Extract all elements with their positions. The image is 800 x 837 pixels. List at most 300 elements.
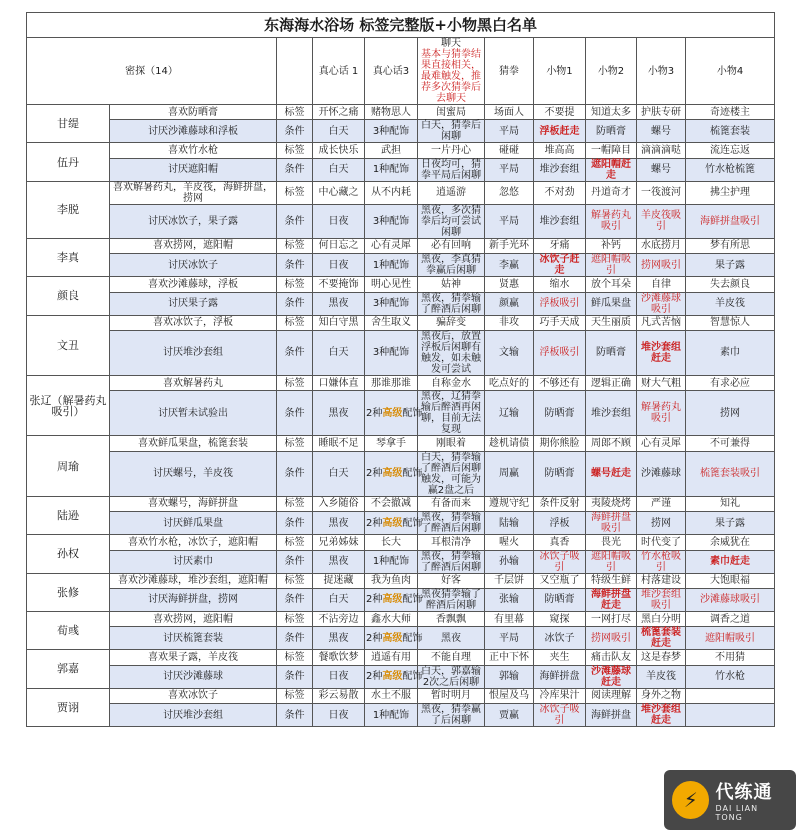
preference-cell: 喜欢竹水枪: [110, 143, 277, 158]
item2-cell: 海鲜拼盘: [586, 704, 637, 727]
likes-row: [27, 496, 775, 511]
item1-cell: 堆沙套组: [534, 204, 586, 238]
item1-cell: 冷库果汁: [534, 688, 586, 703]
truth1-cell: 日夜: [313, 254, 365, 277]
preference-cell: 喜欢冰饮子，浮板: [110, 315, 277, 330]
guess-cell: 孙输: [485, 550, 534, 573]
header-item-1: 小物1: [534, 38, 586, 105]
truth3-cell: 1种配饰: [365, 550, 418, 573]
advanced-highlight: 高级: [382, 407, 403, 419]
truth3-cell: 2种高级配饰: [365, 665, 418, 688]
preference-cell: 讨厌冰饮子: [110, 254, 277, 277]
preference-cell: 喜欢冰饮子: [110, 688, 277, 703]
item2-cell: 鲜瓜果盘: [586, 292, 637, 315]
preference-cell: 喜欢鲜瓜果盘，梳篦套装: [110, 436, 277, 451]
item3-cell: 螺号: [637, 158, 686, 181]
truth1-cell: 白天: [313, 330, 365, 375]
header-item-2: 小物2: [586, 38, 637, 105]
truth3-cell: 我为鱼肉: [365, 573, 418, 588]
item3-cell: 这是春梦: [637, 650, 686, 665]
item2-cell: 特级生鲜: [586, 573, 637, 588]
advanced-highlight: 高级: [382, 517, 403, 529]
guess-cell: 周赢: [485, 451, 534, 496]
truth1-cell: 日夜: [313, 665, 365, 688]
truth3-cell: 赌物思人: [365, 105, 418, 120]
guess-cell: 李赢: [485, 254, 534, 277]
type-cell: 标签: [277, 105, 313, 120]
type-cell: 标签: [277, 143, 313, 158]
likes-row: [27, 277, 775, 292]
chat-cell: 刚眼着: [418, 436, 485, 451]
item1-cell: 海鲜拼盘: [534, 665, 586, 688]
chat-cell: 必有回响: [418, 238, 485, 253]
advanced-highlight: 高级: [382, 594, 403, 606]
truth3-cell: 1种配饰: [365, 254, 418, 277]
chat-cell: 黑夜，多次猜拳后均可尝试闲聊: [418, 204, 485, 238]
chat-cell: 一片丹心: [418, 143, 485, 158]
item1-cell: 冰饮子: [534, 627, 586, 650]
spy-name: 孙权: [27, 535, 110, 573]
chat-cell: 香飘飘: [418, 611, 485, 626]
item4-cell: 竹水枪梳篦: [686, 158, 775, 181]
truth1-cell: 黑夜: [313, 391, 365, 436]
guess-cell: 有里幕: [485, 611, 534, 626]
item4-cell: [686, 688, 775, 703]
dislikes-row: [27, 204, 775, 238]
item4-cell: 大饱眼福: [686, 573, 775, 588]
item2-cell: 一帽障目: [586, 143, 637, 158]
truth1-cell: 黑夜: [313, 627, 365, 650]
truth3-cell: 2种高级配饰: [365, 588, 418, 611]
truth3-cell: 3种配饰: [365, 120, 418, 143]
item3-cell: 堆沙套组赶走: [637, 704, 686, 727]
item3-cell: 凡式苦恼: [637, 315, 686, 330]
advanced-highlight: 高级: [382, 468, 403, 480]
preference-cell: 喜欢解暑药丸: [110, 375, 277, 390]
preference-cell: 喜欢果子露，羊皮筏: [110, 650, 277, 665]
chat-cell: 黑夜猜拳输了醉酒后闲聊: [418, 588, 485, 611]
truth3-cell: 2种高级配饰: [365, 391, 418, 436]
type-cell: 条件: [277, 330, 313, 375]
item1-cell: 夹生: [534, 650, 586, 665]
chat-cell: 姑神: [418, 277, 485, 292]
item4-cell: 失去颜良: [686, 277, 775, 292]
item1-cell: 不够还有: [534, 375, 586, 390]
chat-cell: 日夜均可，猜拳平局后闲聊: [418, 158, 485, 181]
chat-cell: 逍遥游: [418, 181, 485, 204]
sheet-title: 东海海水浴场 标签完整版+小物黑白名单: [27, 13, 775, 38]
dislikes-row: [27, 665, 775, 688]
preference-cell: 讨厌沙滩藤球: [110, 665, 277, 688]
item1-cell: 不要提: [534, 105, 586, 120]
item4-cell: 不用猜: [686, 650, 775, 665]
dislikes-row: [27, 512, 775, 535]
guess-cell: 恨屋及乌: [485, 688, 534, 703]
spy-name: 颜良: [27, 277, 110, 315]
guess-cell: 平局: [485, 204, 534, 238]
type-cell: 标签: [277, 688, 313, 703]
dislikes-row: [27, 391, 775, 436]
preference-cell: 讨厌暂未试验出: [110, 391, 277, 436]
item1-cell: 窥探: [534, 611, 586, 626]
truth1-cell: 黑夜: [313, 550, 365, 573]
header-chat: [418, 38, 485, 105]
truth1-cell: 日夜: [313, 704, 365, 727]
item3-cell: 捞网: [637, 512, 686, 535]
item1-cell: 防晒膏: [534, 451, 586, 496]
header-chat-note: 基本与猜拳结果直接相关，最难触发，推荐多次猜拳后去聊天: [421, 49, 481, 104]
truth3-cell: 长大: [365, 535, 418, 550]
truth3-cell: 3种配饰: [365, 330, 418, 375]
truth1-cell: 成长快乐: [313, 143, 365, 158]
item4-cell: 羊皮筏: [686, 292, 775, 315]
guess-cell: 碰碰: [485, 143, 534, 158]
truth3-cell: 不会撤减: [365, 496, 418, 511]
preference-cell: 讨厌堆沙套组: [110, 330, 277, 375]
item1-cell: 堆高高: [534, 143, 586, 158]
guess-cell: 平局: [485, 627, 534, 650]
item3-cell: 财大气粗: [637, 375, 686, 390]
guess-cell: 平局: [485, 158, 534, 181]
preference-cell: 讨厌螺号，羊皮筏: [110, 451, 277, 496]
truth1-cell: 黑夜: [313, 292, 365, 315]
item1-cell: 防晒膏: [534, 588, 586, 611]
truth3-cell: 明心见性: [365, 277, 418, 292]
chat-cell: 有备而来: [418, 496, 485, 511]
dislikes-row: [27, 588, 775, 611]
item3-cell: 自律: [637, 277, 686, 292]
dislikes-row: [27, 330, 775, 375]
item3-cell: 羊皮筏: [637, 665, 686, 688]
guess-cell: 贤惠: [485, 277, 534, 292]
item3-cell: 村落建设: [637, 573, 686, 588]
item3-cell: 水底捞月: [637, 238, 686, 253]
item2-cell: 放个耳朵: [586, 277, 637, 292]
item1-cell: 防晒膏: [534, 391, 586, 436]
preference-cell: 喜欢竹水枪，冰饮子，遮阳帽: [110, 535, 277, 550]
guess-cell: 陆输: [485, 512, 534, 535]
dislikes-row: [27, 158, 775, 181]
type-cell: 条件: [277, 588, 313, 611]
truth3-cell: 心有灵犀: [365, 238, 418, 253]
truth1-cell: 何日忘之: [313, 238, 365, 253]
advanced-highlight: 高级: [382, 671, 403, 683]
spy-name: 张辽（解暑药丸吸引）: [27, 375, 110, 435]
truth1-cell: 不沾旁边: [313, 611, 365, 626]
spy-name: 甘缇: [27, 105, 110, 143]
dislikes-row: [27, 292, 775, 315]
truth1-cell: 中心藏之: [313, 181, 365, 204]
truth1-cell: 开怀之痛: [313, 105, 365, 120]
guess-cell: 新手光环: [485, 238, 534, 253]
likes-row: [27, 181, 775, 204]
item3-cell: 堆沙套组吸引: [637, 588, 686, 611]
truth1-cell: 口嫌体直: [313, 375, 365, 390]
type-cell: 标签: [277, 238, 313, 253]
guess-cell: 趁机请债: [485, 436, 534, 451]
guess-cell: 平局: [485, 120, 534, 143]
truth3-cell: 1种配饰: [365, 704, 418, 727]
truth3-cell: 那谁那谁: [365, 375, 418, 390]
header-truth-3: 真心话3: [365, 38, 418, 105]
truth1-cell: 白天: [313, 588, 365, 611]
truth3-cell: 鑫水大师: [365, 611, 418, 626]
type-cell: 条件: [277, 627, 313, 650]
truth1-cell: 不要掩饰: [313, 277, 365, 292]
item3-cell: 严谨: [637, 496, 686, 511]
item2-cell: 补钙: [586, 238, 637, 253]
truth3-cell: 3种配饰: [365, 204, 418, 238]
guess-cell: 千层饼: [485, 573, 534, 588]
item4-cell: 果子露: [686, 254, 775, 277]
item1-cell: 条件反射: [534, 496, 586, 511]
item4-cell: 梦有所思: [686, 238, 775, 253]
item1-cell: 浮板吸引: [534, 330, 586, 375]
item4-cell: 海鲜拼盘吸引: [686, 204, 775, 238]
likes-row: [27, 315, 775, 330]
item4-cell: 素巾赶走: [686, 550, 775, 573]
truth3-cell: 从不内耗: [365, 181, 418, 204]
truth1-cell: 知白守黑: [313, 315, 365, 330]
truth3-cell: 武担: [365, 143, 418, 158]
chat-cell: 黑夜，李真猜拳赢后闲聊: [418, 254, 485, 277]
item2-cell: 畏光: [586, 535, 637, 550]
type-cell: 标签: [277, 375, 313, 390]
item3-cell: 护肤专研: [637, 105, 686, 120]
item2-cell: 痛击队友: [586, 650, 637, 665]
preference-cell: 喜欢解暑药丸，羊皮筏，海鲜拼盘，捞网: [110, 181, 277, 204]
item4-cell: 捞网: [686, 391, 775, 436]
type-cell: 条件: [277, 550, 313, 573]
item2-cell: 遮阳帽吸引: [586, 254, 637, 277]
guess-cell: 喔火: [485, 535, 534, 550]
spy-name: 周瑜: [27, 436, 110, 496]
type-cell: 标签: [277, 650, 313, 665]
item4-cell: 竹水枪: [686, 665, 775, 688]
header-item-3: 小物3: [637, 38, 686, 105]
likes-row: [27, 535, 775, 550]
item4-cell: 知礼: [686, 496, 775, 511]
chat-cell: 黑夜，辽猜拳输后醉酒再闲聊，目前无法复现: [418, 391, 485, 436]
truth3-cell: 逍遥有用: [365, 650, 418, 665]
item3-cell: 沙滩藤球: [637, 451, 686, 496]
item1-cell: 冰饮子赶走: [534, 254, 586, 277]
item4-cell: 不可兼得: [686, 436, 775, 451]
item4-cell: 果子露: [686, 512, 775, 535]
header-guess: 猜拳: [485, 38, 534, 105]
guess-cell: 非攻: [485, 315, 534, 330]
header-truth-1: 真心话 1: [313, 38, 365, 105]
truth3-cell: 2种高级配饰: [365, 451, 418, 496]
type-cell: 标签: [277, 535, 313, 550]
spy-name: 伍丹: [27, 143, 110, 181]
likes-row: [27, 143, 775, 158]
item4-cell: 智慧惊人: [686, 315, 775, 330]
truth1-cell: 入乡随俗: [313, 496, 365, 511]
item2-cell: 夷陵烧烤: [586, 496, 637, 511]
truth3-cell: 1种配饰: [365, 158, 418, 181]
preference-cell: 讨厌鲜瓜果盘: [110, 512, 277, 535]
truth3-cell: 琴拿手: [365, 436, 418, 451]
truth1-cell: 白天: [313, 451, 365, 496]
item3-cell: 堆沙套组赶走: [637, 330, 686, 375]
item2-cell: 防晒膏: [586, 330, 637, 375]
chat-cell: 白天，郭嘉输2次之后闲聊: [418, 665, 485, 688]
item1-cell: 堆沙套组: [534, 158, 586, 181]
item3-cell: 螺号: [637, 120, 686, 143]
dislikes-row: [27, 704, 775, 727]
preference-cell: 讨厌果子露: [110, 292, 277, 315]
chat-cell: 黑夜，猜拳赢了后闲聊: [418, 704, 485, 727]
item1-cell: 巧手天成: [534, 315, 586, 330]
item3-cell: 解暑药丸吸引: [637, 391, 686, 436]
header-row: [27, 38, 775, 105]
truth1-cell: 捉迷藏: [313, 573, 365, 588]
likes-row: [27, 573, 775, 588]
truth3-cell: 2种高级配饰: [365, 512, 418, 535]
logo-subtext: DAI LIAN TONG: [715, 804, 759, 822]
item1-cell: 浮板: [534, 512, 586, 535]
item2-cell: 解暑药丸吸引: [586, 204, 637, 238]
item4-cell: 梳篦套装: [686, 120, 775, 143]
preference-cell: 喜欢沙滩藤球，堆沙套组，遮阳帽: [110, 573, 277, 588]
chat-cell: 白天，猜拳后闲聊: [418, 120, 485, 143]
item1-cell: 浮板吸引: [534, 292, 586, 315]
item1-cell: 冰饮子吸引: [534, 704, 586, 727]
type-cell: 条件: [277, 704, 313, 727]
chat-cell: 黑夜，猜拳输了醉酒后闲聊: [418, 512, 485, 535]
type-cell: 条件: [277, 204, 313, 238]
spy-name: 贾诩: [27, 688, 110, 726]
chat-cell: 黑夜后，放置浮板后闲聊有触发，如未触发可尝试: [418, 330, 485, 375]
guess-cell: 场面人: [485, 105, 534, 120]
item2-cell: 遮阳帽赶走: [586, 158, 637, 181]
truth1-cell: 睡眠不足: [313, 436, 365, 451]
item4-cell: 沙滩藤球吸引: [686, 588, 775, 611]
guess-cell: 贾赢: [485, 704, 534, 727]
item4-cell: 流连忘返: [686, 143, 775, 158]
chat-cell: 耳根清净: [418, 535, 485, 550]
item2-cell: 一网打尽: [586, 611, 637, 626]
guess-cell: 正中下怀: [485, 650, 534, 665]
likes-row: [27, 238, 775, 253]
spy-name: 李真: [27, 238, 110, 276]
item2-cell: 逻辑正确: [586, 375, 637, 390]
item1-cell: 牙痛: [534, 238, 586, 253]
preference-cell: 讨厌海鲜拼盘，捞网: [110, 588, 277, 611]
preference-cell: 讨厌沙滩藤球和浮板: [110, 120, 277, 143]
likes-row: [27, 375, 775, 390]
type-cell: 标签: [277, 573, 313, 588]
item2-cell: 遮阳帽吸引: [586, 550, 637, 573]
item2-cell: 捞网吸引: [586, 627, 637, 650]
item4-cell: 遮阳帽吸引: [686, 627, 775, 650]
item1-cell: 又空瓶了: [534, 573, 586, 588]
item1-cell: 期你熊脸: [534, 436, 586, 451]
item3-cell: 黑白分明: [637, 611, 686, 626]
guess-cell: 颜赢: [485, 292, 534, 315]
item1-cell: 冰饮子吸引: [534, 550, 586, 573]
dislikes-row: [27, 254, 775, 277]
chat-cell: 黑夜: [418, 627, 485, 650]
guess-cell: 文输: [485, 330, 534, 375]
item3-cell: 捞网吸引: [637, 254, 686, 277]
chat-cell: 闺蜜局: [418, 105, 485, 120]
header-item-4: 小物4: [686, 38, 775, 105]
guess-cell: 张输: [485, 588, 534, 611]
spy-name: 李脱: [27, 181, 110, 238]
preference-cell: 讨厌冰饮子，果子露: [110, 204, 277, 238]
preference-cell: 喜欢捞网，遮阳帽: [110, 238, 277, 253]
type-cell: 标签: [277, 611, 313, 626]
chat-cell: 自称金水: [418, 375, 485, 390]
item1-cell: 浮板赶走: [534, 120, 586, 143]
spy-name: 荀彧: [27, 611, 110, 649]
spy-name: 文丑: [27, 315, 110, 375]
item3-cell: 一筏渡河: [637, 181, 686, 204]
item3-cell: 滴滴滴哒: [637, 143, 686, 158]
guess-cell: 遵规守纪: [485, 496, 534, 511]
chat-cell: 黑夜，猜拳输了醉酒后闲聊: [418, 292, 485, 315]
type-cell: 标签: [277, 315, 313, 330]
item2-cell: 海鲜拼盘吸引: [586, 512, 637, 535]
item3-cell: 沙滩藤球吸引: [637, 292, 686, 315]
item4-cell: 有求必应: [686, 375, 775, 390]
header-spies: 密探（14）: [27, 38, 277, 105]
item3-cell: 羊皮筏吸引: [637, 204, 686, 238]
guess-cell: 吃点好的: [485, 375, 534, 390]
truth1-cell: 兄弟姊妹: [313, 535, 365, 550]
item4-cell: 奇迹楼主: [686, 105, 775, 120]
preference-cell: 喜欢螺号，海鲜拼盘: [110, 496, 277, 511]
likes-row: [27, 611, 775, 626]
type-cell: 标签: [277, 181, 313, 204]
truth3-cell: 水土不服: [365, 688, 418, 703]
preference-cell: 喜欢沙滩藤球，浮板: [110, 277, 277, 292]
header-chat-label: 聊天: [441, 38, 461, 49]
dislikes-row: [27, 451, 775, 496]
item2-cell: 丹道奇才: [586, 181, 637, 204]
item2-cell: 海鲜拼盘赶走: [586, 588, 637, 611]
guess-cell: 辽输: [485, 391, 534, 436]
item4-cell: [686, 704, 775, 727]
type-cell: 条件: [277, 254, 313, 277]
item2-cell: 周郎不顾: [586, 436, 637, 451]
header-blank: [277, 38, 313, 105]
preference-cell: 喜欢防晒膏: [110, 105, 277, 120]
truth3-cell: 2种高级配饰: [365, 627, 418, 650]
item2-cell: 阅读理解: [586, 688, 637, 703]
truth1-cell: 白天: [313, 120, 365, 143]
truth1-cell: 日夜: [313, 204, 365, 238]
truth1-cell: 白天: [313, 158, 365, 181]
truth3-cell: 舍生取义: [365, 315, 418, 330]
spy-name: 郭嘉: [27, 650, 110, 688]
item2-cell: 天生丽质: [586, 315, 637, 330]
likes-row: [27, 688, 775, 703]
truth1-cell: 彩云易散: [313, 688, 365, 703]
item3-cell: 心有灵犀: [637, 436, 686, 451]
likes-row: [27, 436, 775, 451]
truth3-cell: 3种配饰: [365, 292, 418, 315]
type-cell: 标签: [277, 436, 313, 451]
lightning-icon: ⚡: [672, 781, 709, 819]
item2-cell: 堆沙套组: [586, 391, 637, 436]
item1-cell: 不对劲: [534, 181, 586, 204]
chat-cell: 暂时明月: [418, 688, 485, 703]
item4-cell: 素巾: [686, 330, 775, 375]
item2-cell: 知道太多: [586, 105, 637, 120]
